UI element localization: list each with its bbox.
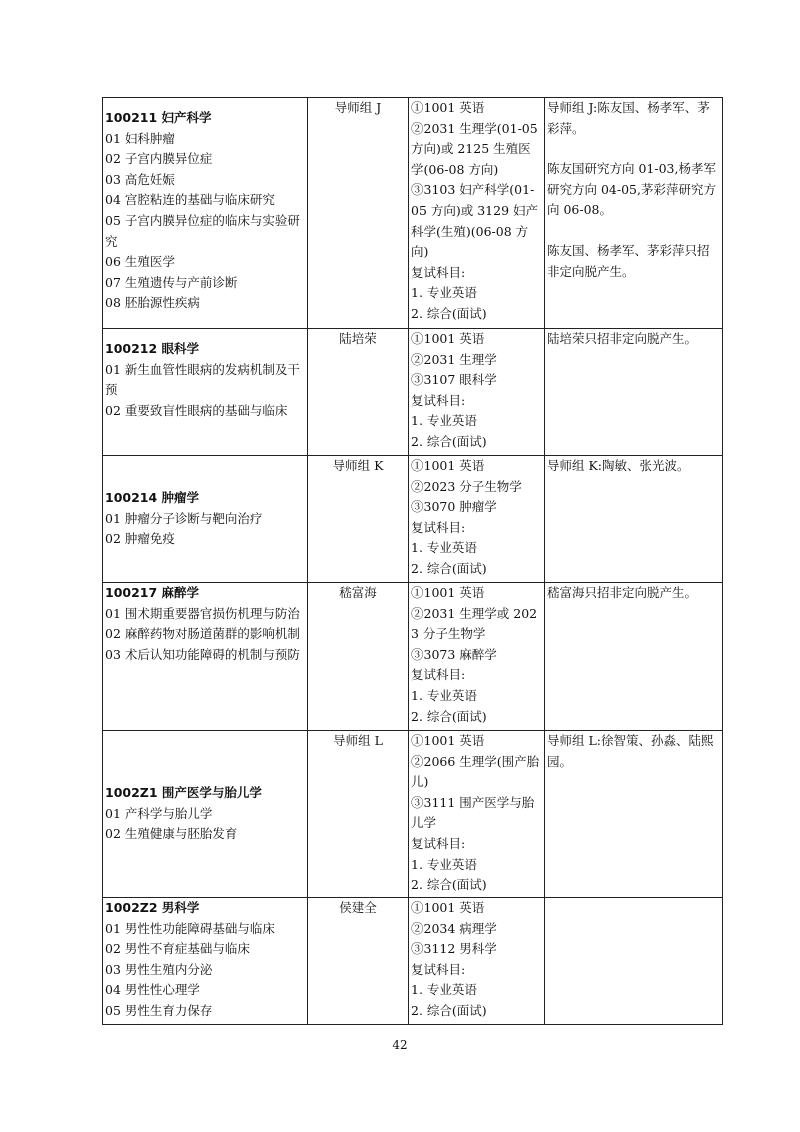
advisor-cell: 导师组 J — [308, 98, 409, 329]
table-row — [103, 583, 723, 731]
exam-subject: 1. 专业英语 — [411, 540, 477, 556]
notes-cell — [545, 98, 723, 329]
advisor-cell: 陆培荣 — [308, 329, 409, 456]
note-text: 陈友国研究方向 01-03,杨孝军研究方向 04-05,茅彩萍研究方向 06-08。 — [547, 161, 716, 218]
exam-subject: 1. 专业英语 — [411, 856, 477, 872]
note-text: 导师组 K:陶敏、张光波。 — [547, 458, 690, 473]
major-cell — [103, 98, 308, 329]
exam-subject: ②2066 生理学(围产胎儿) — [411, 753, 540, 790]
exam-subject: ③3112 男科学 — [411, 941, 497, 957]
major-cell — [103, 456, 308, 583]
direction-item: 07 生殖遗传与产前诊断 — [105, 274, 238, 290]
major-cell — [103, 898, 308, 1025]
exam-subject: 1. 专业英语 — [411, 413, 477, 429]
exam-subject: ②2031 生理学或 2023 分子生物学 — [411, 605, 538, 642]
exam-subjects-cell — [409, 583, 545, 731]
advisor-cell: 嵇富海 — [308, 583, 409, 731]
major-title: 100214 肿瘤学 — [105, 490, 200, 506]
exam-subject: 1. 专业英语 — [411, 982, 477, 998]
exam-subject: 2. 综合(面试) — [411, 560, 487, 576]
exam-subject: 2. 综合(面试) — [411, 877, 487, 893]
exam-subject: 1. 专业英语 — [411, 285, 477, 301]
table-row — [103, 98, 723, 329]
exam-subject: ①1001 英语 — [411, 100, 485, 115]
major-title: 100217 麻醉学 — [105, 585, 200, 600]
major-cell — [103, 329, 308, 456]
table-row — [103, 731, 723, 898]
exam-subject: 复试科目: — [411, 392, 466, 408]
notes-cell — [545, 583, 723, 731]
exam-subject: 复试科目: — [411, 519, 466, 535]
direction-item: 02 肿瘤免疫 — [105, 531, 175, 547]
exam-subject: ②2023 分子生物学 — [411, 478, 522, 494]
direction-item: 02 生殖健康与胚胎发育 — [105, 826, 238, 842]
direction-item: 02 子宫内膜异位症 — [105, 151, 213, 167]
major-cell — [103, 731, 308, 898]
table-row — [103, 329, 723, 456]
direction-item: 01 肿瘤分子诊断与靶向治疗 — [105, 510, 263, 526]
exam-subject: ③3111 围产医学与胎儿学 — [411, 794, 535, 831]
direction-item: 01 围术期重要器官损伤机理与防治 — [105, 605, 300, 621]
program-table — [102, 97, 723, 1025]
exam-subject: 复试科目: — [411, 264, 466, 280]
direction-item: 05 子宫内膜异位症的临床与实验研究 — [105, 212, 300, 249]
exam-subject: 复试科目: — [411, 835, 466, 851]
direction-item: 01 产科学与胎儿学 — [105, 805, 213, 821]
note-text: 陆培荣只招非定向脱产生。 — [547, 331, 698, 346]
direction-item: 02 重要致盲性眼病的基础与临床 — [105, 402, 288, 418]
direction-item: 03 术后认知功能障碍的机制与预防 — [105, 646, 300, 662]
direction-item: 03 高危妊娠 — [105, 171, 175, 187]
major-title: 1002Z1 围产医学与胎儿学 — [105, 785, 262, 801]
direction-item: 04 男性性心理学 — [105, 982, 200, 998]
exam-subject: 2. 综合(面试) — [411, 305, 487, 321]
exam-subjects-cell — [409, 329, 545, 456]
major-title: 1002Z2 男科学 — [105, 900, 200, 915]
exam-subject: 2. 综合(面试) — [411, 433, 487, 449]
exam-subject: ①1001 英语 — [411, 585, 485, 600]
direction-item: 01 妇科肿瘤 — [105, 130, 175, 146]
table-row — [103, 456, 723, 583]
exam-subject: ②2031 生理学 — [411, 351, 497, 367]
exam-subject: ①1001 英语 — [411, 458, 485, 473]
exam-subjects-cell — [409, 456, 545, 583]
direction-item: 03 男性生殖内分泌 — [105, 961, 213, 977]
exam-subject: ①1001 英语 — [411, 331, 485, 346]
notes-cell — [545, 731, 723, 898]
notes-cell — [545, 329, 723, 456]
direction-item: 01 男性性功能障碍基础与临床 — [105, 920, 275, 936]
major-title: 100212 眼科学 — [105, 341, 200, 356]
exam-subject: 2. 综合(面试) — [411, 1002, 487, 1018]
exam-subjects-cell — [409, 98, 545, 329]
note-text: 嵇富海只招非定向脱产生。 — [547, 585, 698, 600]
advisor-cell: 侯建全 — [308, 898, 409, 1025]
exam-subject: ③3070 肿瘤学 — [411, 499, 497, 515]
exam-subject: 2. 综合(面试) — [411, 708, 487, 724]
direction-item: 01 新生血管性眼病的发病机制及干预 — [105, 361, 300, 398]
exam-subjects-cell — [409, 731, 545, 898]
notes-cell — [545, 898, 723, 1025]
direction-item: 06 生殖医学 — [105, 254, 175, 270]
exam-subject: ①1001 英语 — [411, 900, 485, 915]
exam-subject: ①1001 英语 — [411, 733, 485, 748]
direction-item: 04 宫腔粘连的基础与临床研究 — [105, 192, 275, 208]
note-text: 陈友国、杨孝军、茅彩萍只招非定向脱产生。 — [547, 242, 710, 279]
note-text: 导师组 J:陈友国、杨孝军、茅彩萍。 — [547, 100, 710, 136]
exam-subject: 复试科目: — [411, 961, 466, 977]
advisor-cell: 导师组 L — [308, 731, 409, 898]
exam-subject: 复试科目: — [411, 667, 466, 683]
exam-subjects-cell — [409, 898, 545, 1025]
exam-subject: 1. 专业英语 — [411, 687, 477, 703]
exam-subject: ③3107 眼科学 — [411, 372, 497, 388]
direction-item: 02 男性不育症基础与临床 — [105, 941, 250, 957]
direction-item: 05 男性生育力保存 — [105, 1002, 213, 1018]
direction-item: 02 麻醉药物对肠道菌群的影响机制 — [105, 626, 300, 642]
notes-cell — [545, 456, 723, 583]
exam-subject: ②2034 病理学 — [411, 920, 497, 936]
advisor-cell: 导师组 K — [308, 456, 409, 583]
note-text: 导师组 L:徐智策、孙淼、陆熙园。 — [547, 733, 714, 769]
direction-item: 08 胚胎源性疾病 — [105, 295, 200, 311]
table-row — [103, 898, 723, 1025]
major-cell — [103, 583, 308, 731]
exam-subject: ②2031 生理学(01-05 方向)或 2125 生殖医学(06-08 方向) — [411, 120, 538, 177]
exam-subject: ③3073 麻醉学 — [411, 646, 497, 662]
exam-subject: ③3103 妇产科学(01-05 方向)或 3129 妇产科学(生殖)(06-08 方向) — [411, 182, 539, 260]
page-number: 42 — [392, 1038, 408, 1052]
major-title: 100211 妇产科学 — [105, 110, 212, 125]
